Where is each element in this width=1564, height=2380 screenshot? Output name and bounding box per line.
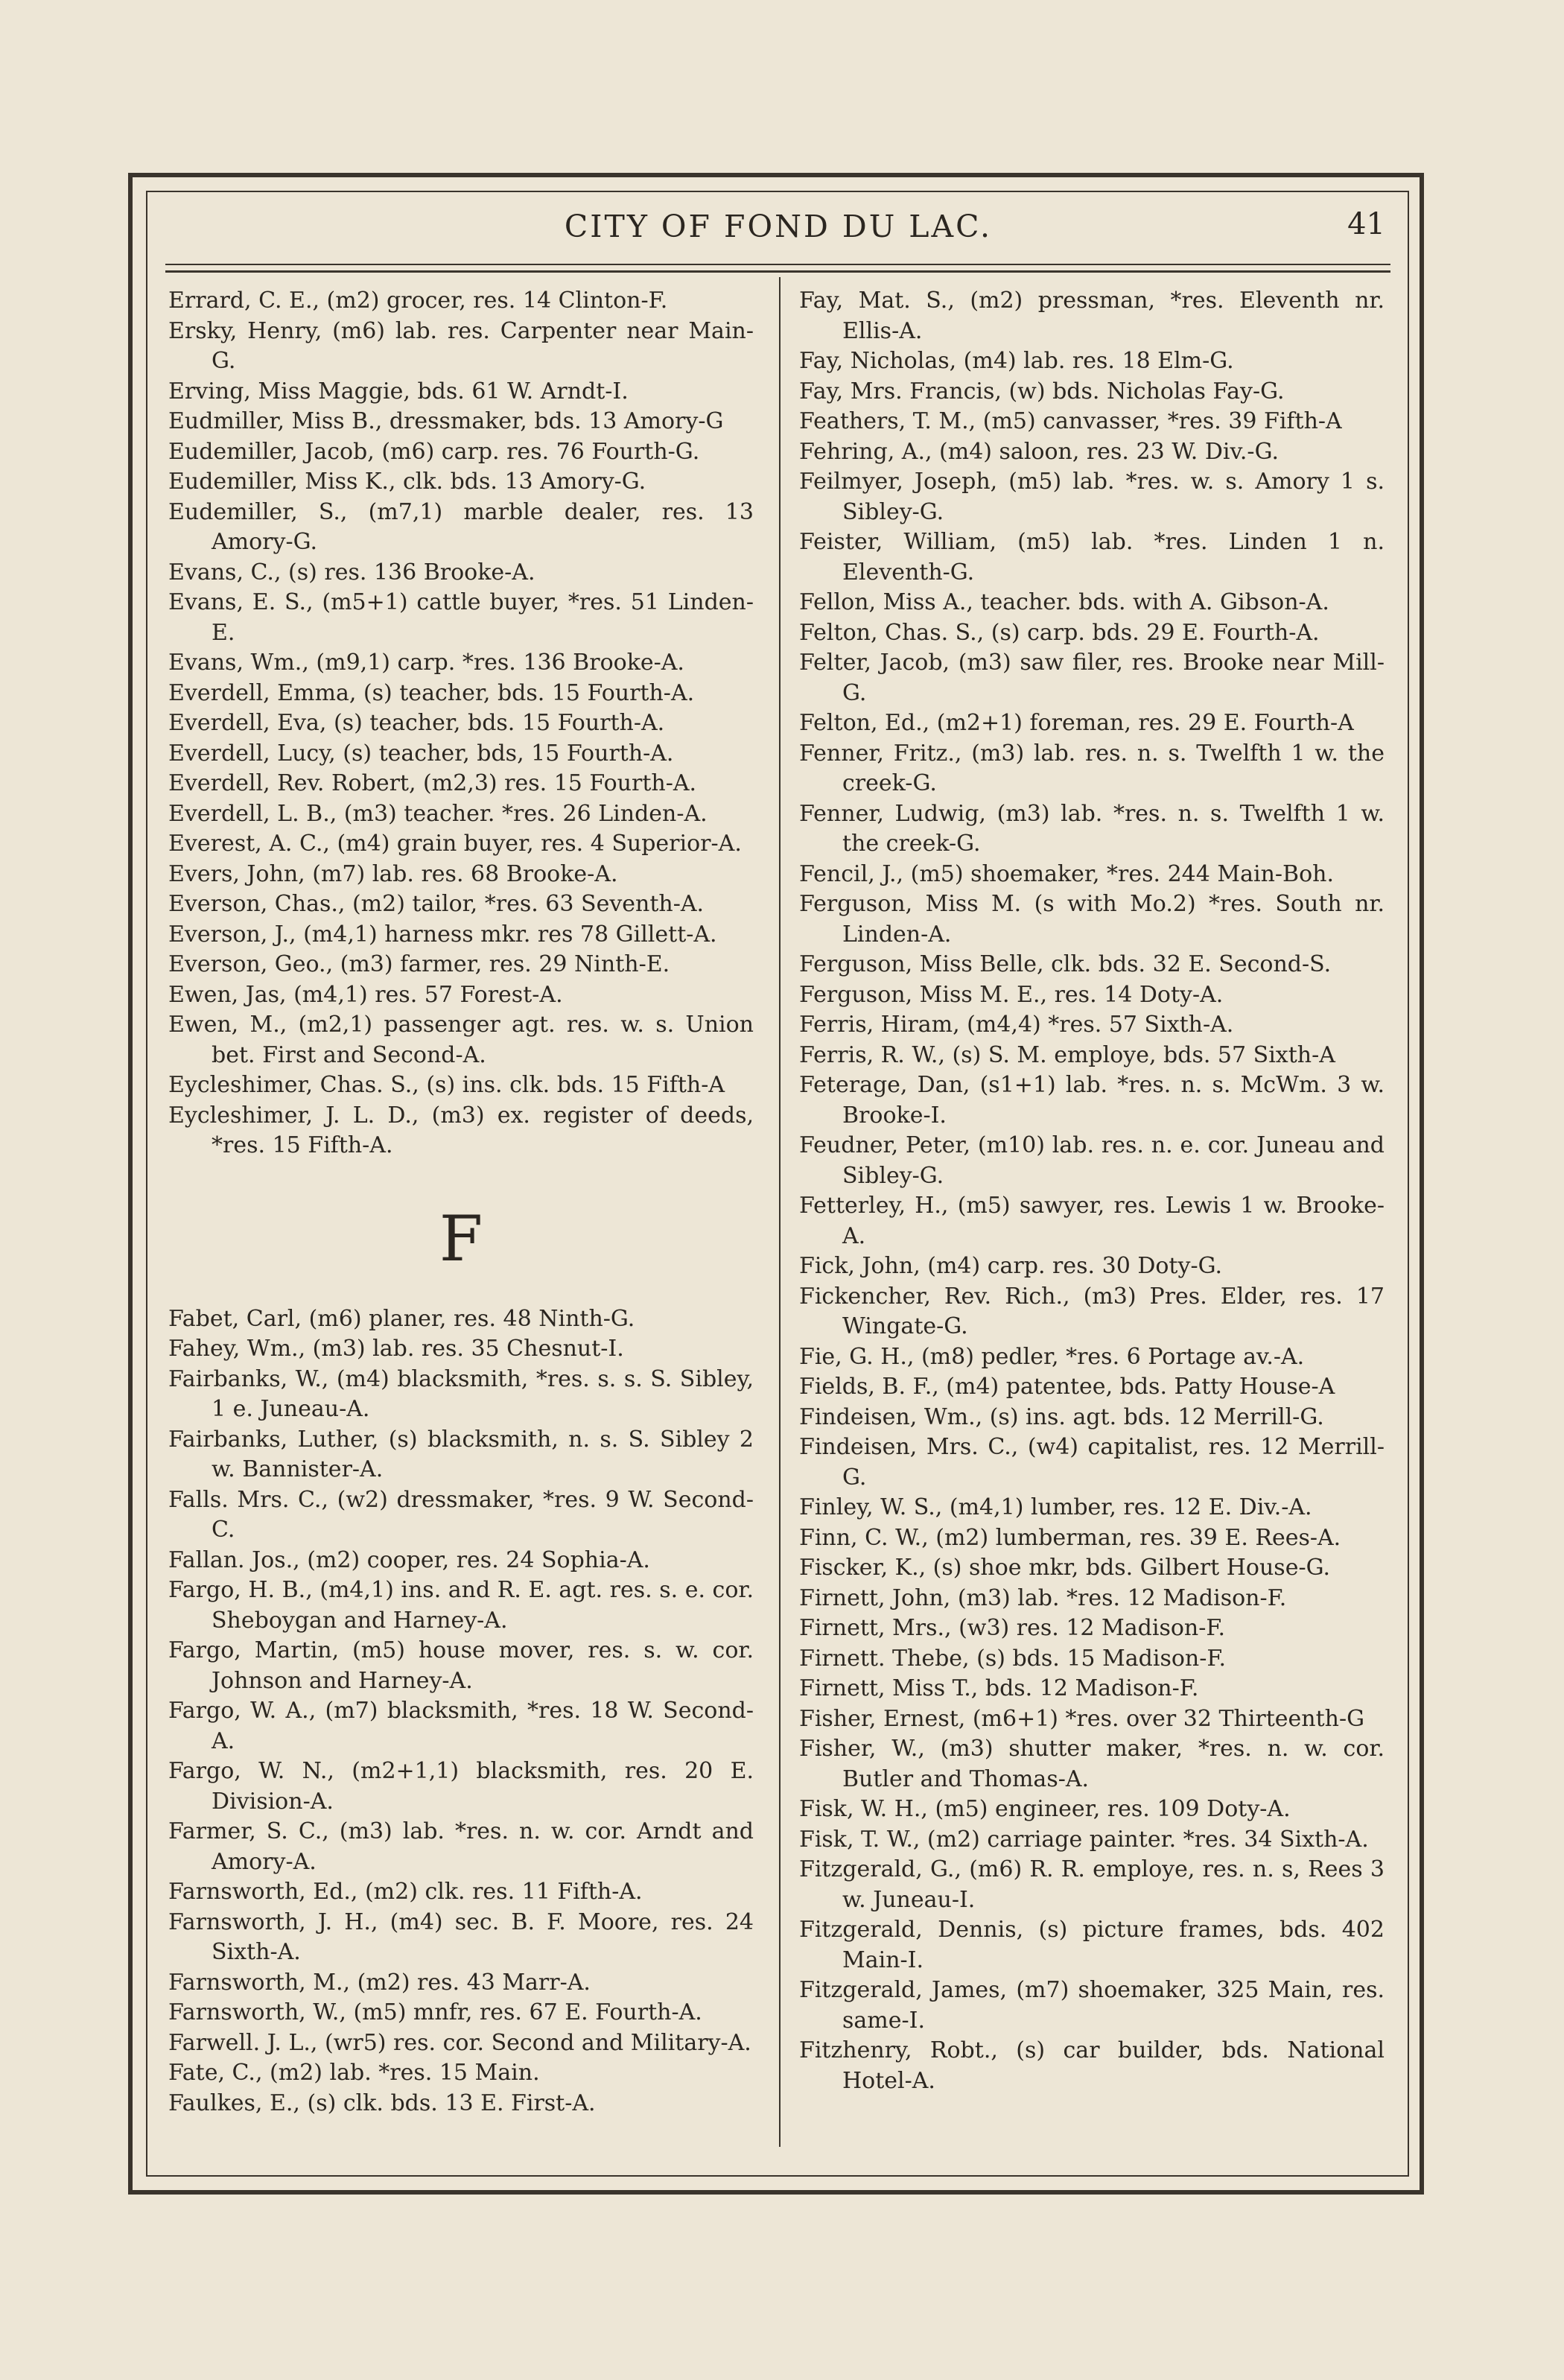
- directory-entry: Fairbanks, Luther, (s) blacksmith, n. s. S. Sibley 2 w. Bannister-A.: [168, 1426, 754, 1482]
- directory-entry: Felter, Jacob, (m3) saw filer, res. Brooke near Mill-G.: [799, 650, 1385, 706]
- directory-entry: Fitzhenry, Robt., (s) car builder, bds. National Hotel-A.: [799, 2037, 1385, 2094]
- directory-entry: Felton, Ed., (m2+1) foreman, res. 29 E. Fourth-A: [799, 710, 1354, 736]
- directory-entry: Felton, Chas. S., (s) carp. bds. 29 E. Fourth-A.: [799, 619, 1320, 646]
- directory-entry: Ferris, Hiram, (m4,4) *res. 57 Sixth-A.: [799, 1012, 1234, 1038]
- directory-entry: Farnsworth, W., (m5) mnfr, res. 67 E. Fourth-A.: [168, 1999, 702, 2025]
- directory-list-f-right: [799, 286, 1385, 2096]
- directory-entry: Fencil, J., (m5) shoemaker, *res. 244 Main-Boh.: [799, 860, 1334, 887]
- directory-entry: Fetterley, H., (m5) sawyer, res. Lewis 1 w. Brooke-A.: [799, 1193, 1385, 1249]
- directory-entry: Fairbanks, W., (m4) blacksmith, *res. s. s. S. Sibley, 1 e. Juneau-A.: [168, 1365, 754, 1422]
- directory-entry: Feudner, Peter, (m10) lab. res. n. e. cor. Juneau and Sibley-G.: [799, 1132, 1385, 1189]
- directory-entry: Fay, Nicholas, (m4) lab. res. 18 Elm-G.: [799, 348, 1234, 374]
- directory-entry: Everdell, Eva, (s) teacher, bds. 15 Fourth-A.: [168, 710, 665, 736]
- directory-entry: Finn, C. W., (m2) lumberman, res. 39 E. Rees-A.: [799, 1524, 1341, 1551]
- directory-entry: Faulkes, E., (s) clk. bds. 13 E. First-A.: [168, 2089, 596, 2116]
- directory-entry: Fisher, W., (m3) shutter maker, *res. n. w. cor. Butler and Thomas-A.: [799, 1736, 1385, 1792]
- directory-entry: Feister, William, (m5) lab. *res. Linden 1 n. Eleventh-G.: [799, 529, 1385, 586]
- directory-entry: Evans, E. S., (m5+1) cattle buyer, *res. 51 Linden-E.: [168, 589, 754, 646]
- directory-entry: Feathers, T. M., (m5) canvasser, *res. 39 Fifth-A: [799, 408, 1342, 434]
- directory-entry: Farnsworth, J. H., (m4) sec. B. F. Moore, res. 24 Sixth-A.: [168, 1908, 754, 1965]
- directory-entry: Farnsworth, Ed., (m2) clk. res. 11 Fifth-A.: [168, 1879, 643, 1905]
- section-letter-heading: F: [439, 1202, 483, 1275]
- directory-list-e: [168, 286, 754, 1161]
- directory-entry: Farnsworth, M., (m2) res. 43 Marr-A.: [168, 1969, 591, 1996]
- directory-entry: Everdell, Emma, (s) teacher, bds. 15 Fourth-A.: [168, 679, 695, 706]
- directory-entry: Farwell. J. L., (wr5) res. cor. Second and Military-A.: [168, 2029, 751, 2056]
- directory-entry: Fellon, Miss A., teacher. bds. with A. Gibson-A.: [799, 589, 1329, 615]
- directory-entry: Fargo, W. A., (m7) blacksmith, *res. 18 W. Second-A.: [168, 1698, 754, 1754]
- directory-entry: Eycleshimer, Chas. S., (s) ins. clk. bds. 15 Fifth-A: [168, 1072, 725, 1098]
- directory-entry: Everson, Chas., (m2) tailor, *res. 63 Seventh-A.: [168, 891, 705, 917]
- directory-entry: Eycleshimer, J. L. D., (m3) ex. register of deeds, *res. 15 Fifth-A.: [168, 1102, 754, 1158]
- directory-entry: Feterage, Dan, (s1+1) lab. *res. n. s. McWm. 3 w. Brooke-I.: [799, 1072, 1385, 1129]
- directory-entry: Firnett, John, (m3) lab. *res. 12 Madison-F.: [799, 1584, 1287, 1611]
- directory-entry: Everson, J., (m4,1) harness mkr. res 78 Gillett-A.: [168, 921, 717, 948]
- page-number: 41: [1347, 207, 1385, 241]
- directory-entry: Evers, John, (m7) lab. res. 68 Brooke-A.: [168, 860, 618, 887]
- directory-entry: Fahey, Wm., (m3) lab. res. 35 Chesnut-I.: [168, 1336, 624, 1362]
- directory-entry: Fay, Mrs. Francis, (w) bds. Nicholas Fay-G.: [799, 378, 1285, 404]
- directory-entry: Fitzgerald, James, (m7) shoemaker, 325 Main, res. same-I.: [799, 1977, 1385, 2034]
- directory-entry: Eudemiller, S., (m7,1) marble dealer, res. 13 Amory-G.: [168, 498, 754, 555]
- directory-entry: Feilmyer, Joseph, (m5) lab. *res. w. s. Amory 1 s. Sibley-G.: [799, 469, 1385, 525]
- page-header: [164, 203, 1393, 255]
- directory-entry: Falls. Mrs. C., (w2) dressmaker, *res. 9 W. Second-C.: [168, 1486, 754, 1543]
- directory-list-f-left: [168, 1304, 754, 2119]
- directory-entry: Everdell, L. B., (m3) teacher. *res. 26 Linden-A.: [168, 800, 708, 827]
- directory-entry: Fenner, Fritz., (m3) lab. res. n. s. Twelfth 1 w. the creek-G.: [799, 740, 1385, 796]
- directory-entry: Fitzgerald, Dennis, (s) picture frames, bds. 402 Main-I.: [799, 1917, 1385, 1973]
- directory-entry: Fallan. Jos., (m2) cooper, res. 24 Sophia-A.: [168, 1546, 650, 1573]
- directory-entry: Fie, G. H., (m8) pedler, *res. 6 Portage av.-A.: [799, 1343, 1305, 1370]
- directory-entry: Fehring, A., (m4) saloon, res. 23 W. Div.-G.: [799, 438, 1280, 465]
- directory-entry: Firnett, Mrs., (w3) res. 12 Madison-F.: [799, 1615, 1226, 1641]
- directory-entry: Ewen, M., (m2,1) passenger agt. res. w. s. Union bet. First and Second-A.: [168, 1012, 754, 1068]
- directory-entry: Evans, Wm., (m9,1) carp. *res. 136 Brooke-A.: [168, 650, 684, 676]
- page-title: CITY OF FOND DU LAC.: [564, 209, 993, 244]
- directory-entry: Ferris, R. W., (s) S. M. employe, bds. 57 Sixth-A: [799, 1041, 1335, 1068]
- directory-entry: Farmer, S. C., (m3) lab. *res. n. w. cor. Arndt and Amory-A.: [168, 1818, 754, 1875]
- directory-entry: Ferguson, Miss Belle, clk. bds. 32 E. Second-S.: [799, 951, 1332, 977]
- directory-entry: Ferguson, Miss M. E., res. 14 Doty-A.: [799, 981, 1224, 1008]
- directory-entry: Fargo, W. N., (m2+1,1) blacksmith, res. 20 E. Division-A.: [168, 1758, 754, 1815]
- directory-entry: Fiscker, K., (s) shoe mkr, bds. Gilbert House-G.: [799, 1555, 1331, 1581]
- directory-entry: Firnett, Miss T., bds. 12 Madison-F.: [799, 1675, 1199, 1701]
- directory-entry: Eudmiller, Miss B., dressmaker, bds. 13 Amory-G: [168, 408, 724, 434]
- directory-entry: Fargo, Martin, (m5) house mover, res. s. w. cor. Johnson and Harney-A.: [168, 1637, 754, 1694]
- directory-entry: Finley, W. S., (m4,1) lumber, res. 12 E. Div.-A.: [799, 1494, 1312, 1520]
- directory-entry: Everest, A. C., (m4) grain buyer, res. 4 Superior-A.: [168, 831, 742, 857]
- right-column: [799, 286, 1385, 2096]
- directory-entry: Eudemiller, Miss K., clk. bds. 13 Amory-G.: [168, 469, 646, 495]
- directory-entry: Fitzgerald, G., (m6) R. R. employe, res. n. s, Rees 3 w. Juneau-I.: [799, 1856, 1385, 1913]
- directory-entry: Erving, Miss Maggie, bds. 61 W. Arndt-I.: [168, 378, 629, 404]
- header-rule-thick: [165, 270, 1390, 273]
- directory-entry: Fargo, H. B., (m4,1) ins. and R. E. agt. res. s. e. cor. Sheboygan and Harney-A.: [168, 1577, 754, 1634]
- directory-entry: Fabet, Carl, (m6) planer, res. 48 Ninth-G.: [168, 1305, 635, 1332]
- header-rule-thin: [165, 264, 1390, 265]
- directory-entry: Fick, John, (m4) carp. res. 30 Doty-G.: [799, 1253, 1223, 1279]
- directory-entry: Everdell, Lucy, (s) teacher, bds, 15 Fourth-A.: [168, 740, 674, 767]
- directory-entry: Fisk, T. W., (m2) carriage painter. *res. 34 Sixth-A.: [799, 1826, 1369, 1853]
- directory-entry: Eudemiller, Jacob, (m6) carp. res. 76 Fourth-G.: [168, 438, 700, 465]
- directory-entry: Evans, C., (s) res. 136 Brooke-A.: [168, 559, 535, 586]
- directory-entry: Fate, C., (m2) lab. *res. 15 Main.: [168, 2060, 540, 2086]
- directory-entry: Fickencher, Rev. Rich., (m3) Pres. Elder, res. 17 Wingate-G.: [799, 1283, 1385, 1339]
- column-divider: [779, 277, 781, 2147]
- directory-entry: Fisher, Ernest, (m6+1) *res. over 32 Thirteenth-G: [799, 1705, 1365, 1732]
- directory-entry: Firnett. Thebe, (s) bds. 15 Madison-F.: [799, 1645, 1227, 1672]
- directory-entry: Ferguson, Miss M. (s with Mo.2) *res. South nr. Linden-A.: [799, 891, 1385, 948]
- directory-entry: Fenner, Ludwig, (m3) lab. *res. n. s. Twelfth 1 w. the creek-G.: [799, 800, 1385, 857]
- directory-entry: Ersky, Henry, (m6) lab. res. Carpenter near Main-G.: [168, 317, 754, 374]
- directory-entry: Fields, B. F., (m4) patentee, bds. Patty House-A: [799, 1374, 1335, 1400]
- directory-entry: Ewen, Jas, (m4,1) res. 57 Forest-A.: [168, 981, 563, 1008]
- directory-entry: Findeisen, Mrs. C., (w4) capitalist, res. 12 Merrill-G.: [799, 1434, 1385, 1491]
- directory-entry: Findeisen, Wm., (s) ins. agt. bds. 12 Merrill-G.: [799, 1403, 1324, 1430]
- left-column: [168, 286, 754, 2119]
- directory-entry: Fisk, W. H., (m5) engineer, res. 109 Doty-A.: [799, 1796, 1291, 1822]
- directory-entry: Everson, Geo., (m3) farmer, res. 29 Ninth-E.: [168, 951, 670, 977]
- directory-entry: Fay, Mat. S., (m2) pressman, *res. Eleventh nr. Ellis-A.: [799, 288, 1385, 344]
- directory-entry: Errard, C. E., (m2) grocer, res. 14 Clinton-F.: [168, 288, 668, 314]
- directory-entry: Everdell, Rev. Robert, (m2,3) res. 15 Fourth-A.: [168, 770, 697, 796]
